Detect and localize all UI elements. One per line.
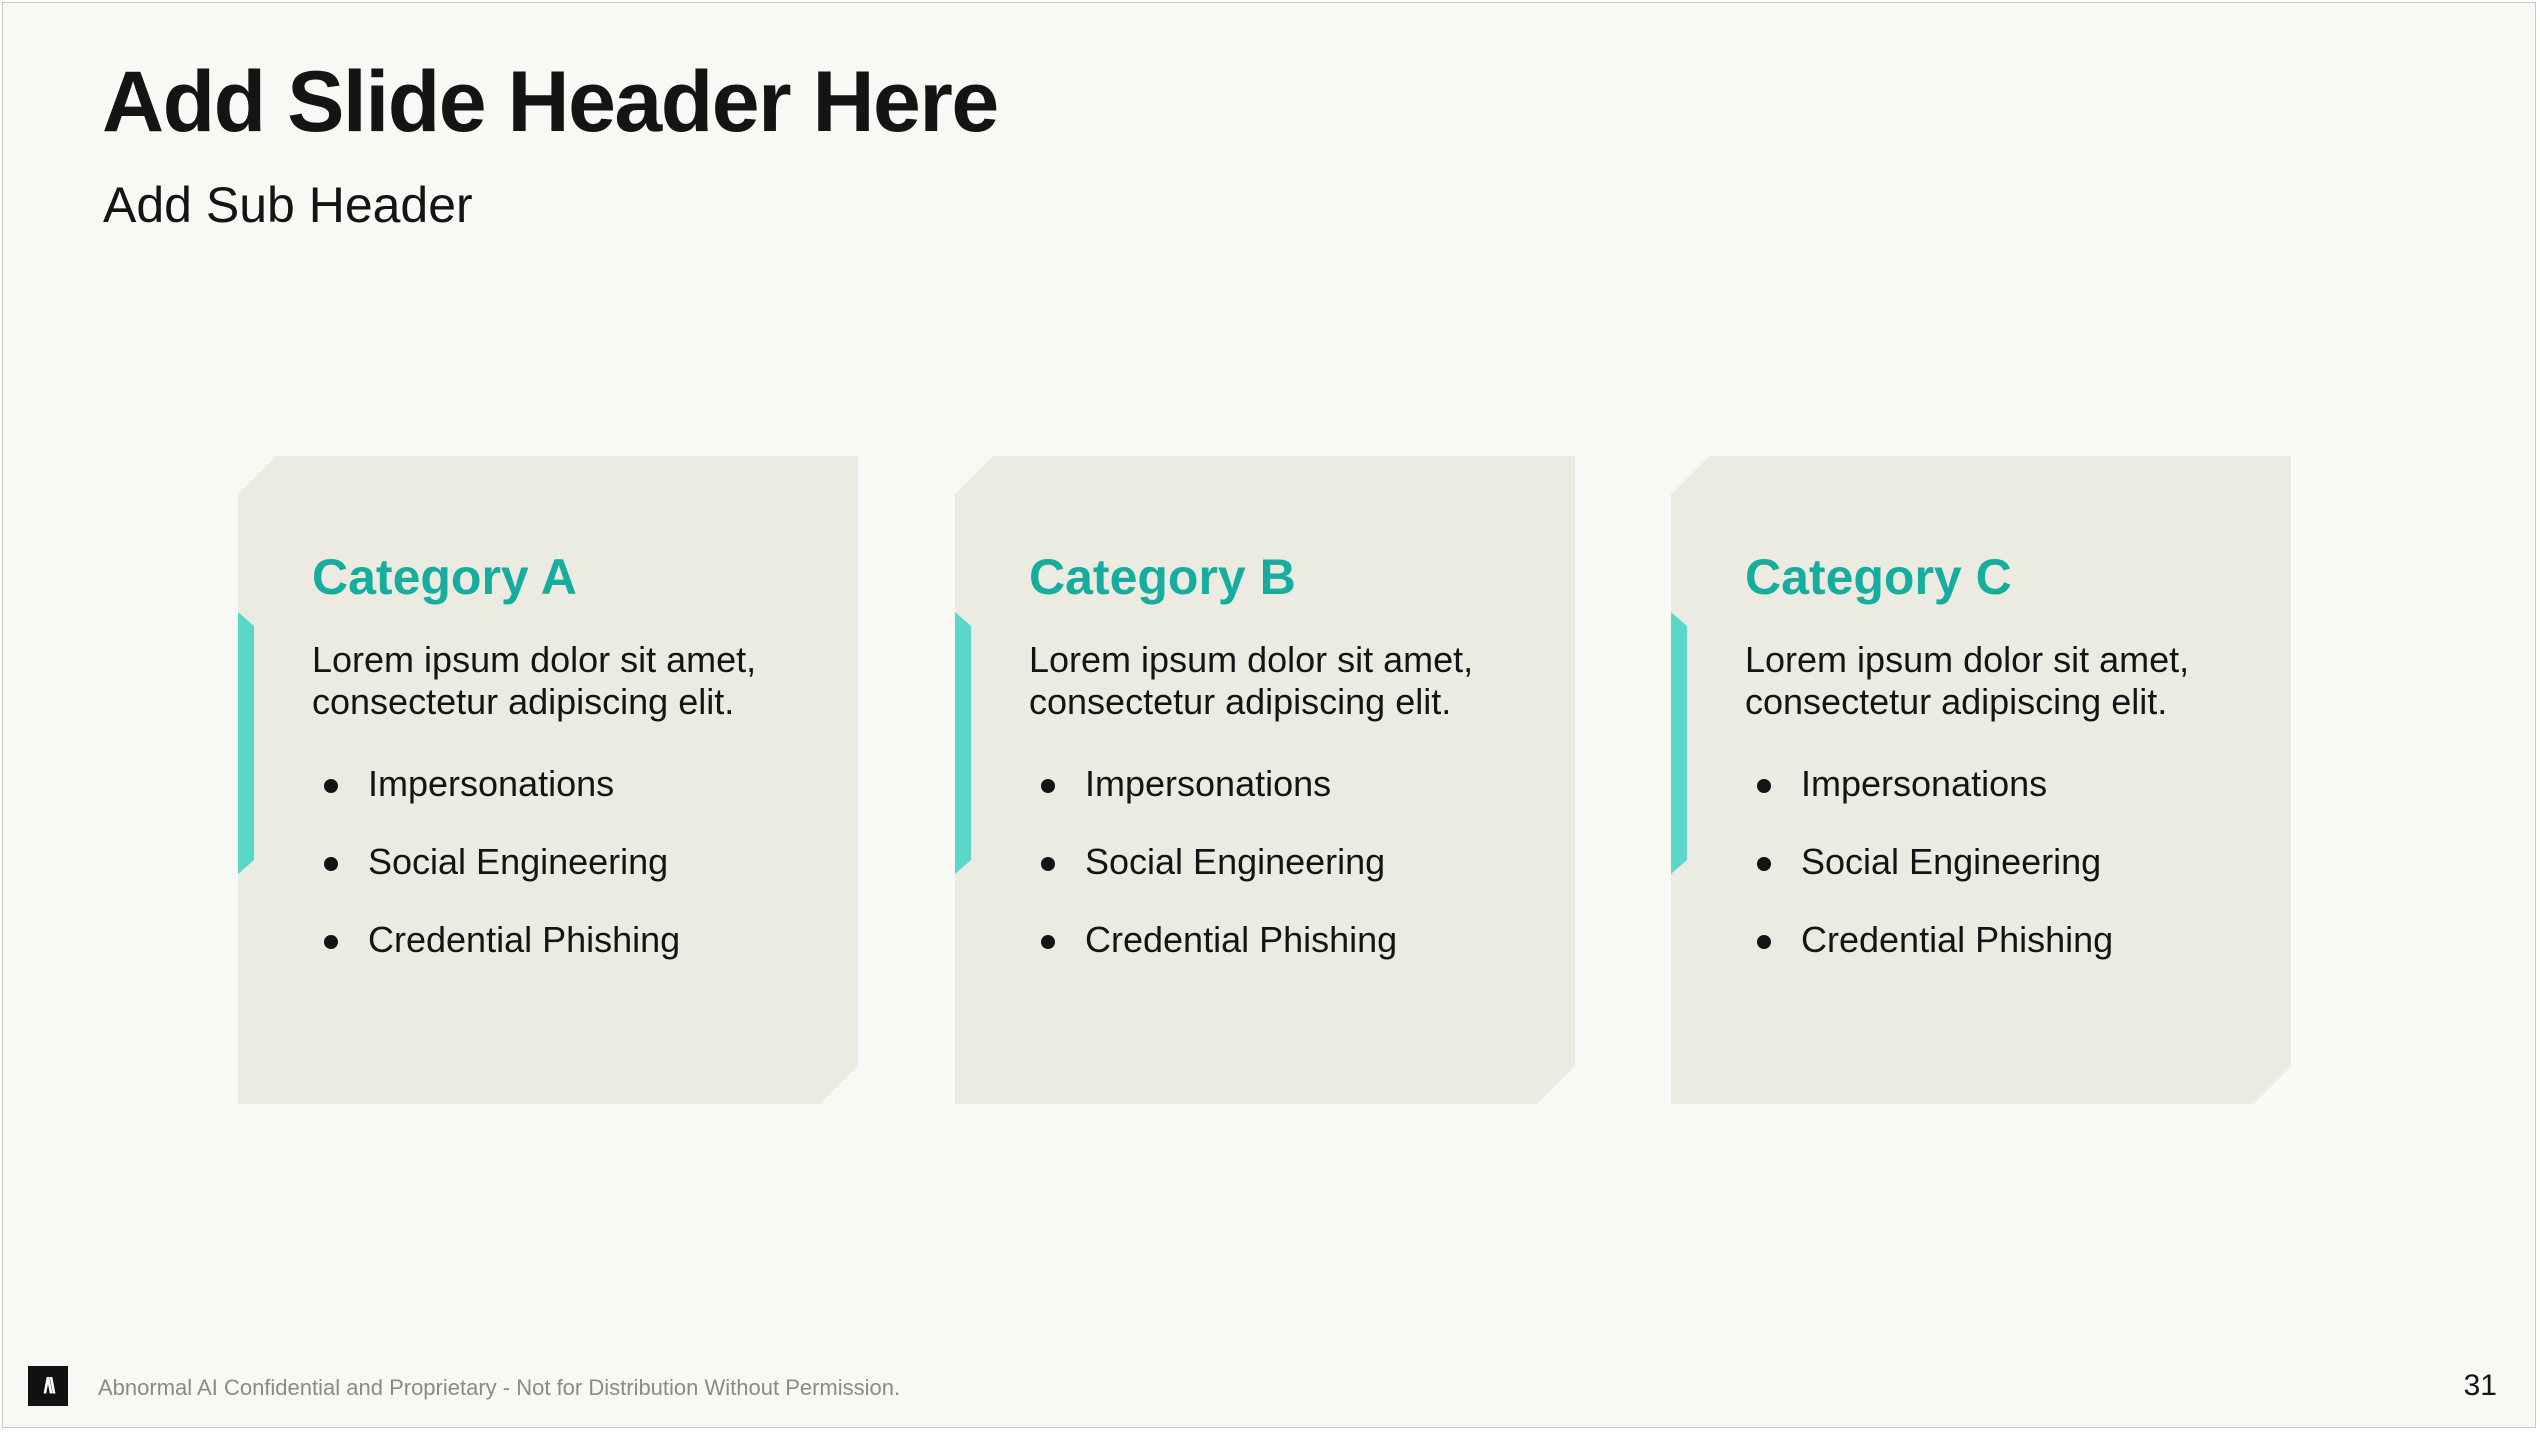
card-description: Lorem ipsum dolor sit amet, consectetur adipiscing elit.	[1745, 639, 2190, 722]
card-accent-bar	[238, 612, 254, 874]
bullet-item	[1745, 763, 2261, 805]
bullet-dot-icon	[1757, 779, 1771, 793]
category-card-a	[238, 456, 858, 1104]
card-body	[1029, 550, 1545, 997]
bullet-text: Impersonations	[1085, 763, 1332, 804]
bullet-text: Credential Phishing	[1801, 919, 2114, 960]
bullet-dot-icon	[1757, 857, 1771, 871]
bullet-text: Impersonations	[1801, 763, 2048, 804]
bullet-text: Social Engineering	[368, 841, 669, 882]
bullet-item	[312, 763, 828, 805]
bullet-item	[312, 841, 828, 883]
bullet-text: Impersonations	[368, 763, 615, 804]
bullet-text: Credential Phishing	[368, 919, 681, 960]
bullet-list	[1029, 763, 1545, 961]
slide-title: Add Slide Header Here	[102, 54, 998, 150]
bullet-item	[312, 919, 828, 961]
card-body	[312, 550, 828, 997]
card-description: Lorem ipsum dolor sit amet, consectetur adipiscing elit.	[312, 639, 757, 722]
slide	[2, 2, 2536, 1428]
bullet-item	[1745, 919, 2261, 961]
bullet-dot-icon	[1757, 935, 1771, 949]
bullet-text: Credential Phishing	[1085, 919, 1398, 960]
logo-mark: /\\	[43, 1373, 53, 1398]
bullet-item	[1745, 841, 2261, 883]
card-title: Category C	[1745, 549, 2012, 605]
bullet-text: Social Engineering	[1801, 841, 2102, 882]
bullet-list	[1745, 763, 2261, 961]
card-body	[1745, 550, 2261, 997]
page-number: 31	[2463, 1369, 2497, 1402]
abnormal-logo-icon	[28, 1366, 68, 1406]
bullet-dot-icon	[324, 935, 338, 949]
card-accent-bar	[1671, 612, 1687, 874]
bullet-dot-icon	[1041, 857, 1055, 871]
bullet-dot-icon	[324, 779, 338, 793]
card-title: Category B	[1029, 549, 1296, 605]
category-card-b	[955, 456, 1575, 1104]
card-description: Lorem ipsum dolor sit amet, consectetur adipiscing elit.	[1029, 639, 1474, 722]
category-card-c	[1671, 456, 2291, 1104]
bullet-item	[1029, 919, 1545, 961]
card-accent-bar	[955, 612, 971, 874]
bullet-dot-icon	[1041, 935, 1055, 949]
bullet-list	[312, 763, 828, 961]
bullet-item	[1029, 841, 1545, 883]
bullet-dot-icon	[324, 857, 338, 871]
bullet-item	[1029, 763, 1545, 805]
card-title: Category A	[312, 549, 577, 605]
slide-subtitle: Add Sub Header	[103, 177, 473, 233]
footer-disclaimer: Abnormal AI Confidential and Proprietary - Not for Distribution Without Permission.	[98, 1375, 901, 1400]
bullet-dot-icon	[1041, 779, 1055, 793]
bullet-text: Social Engineering	[1085, 841, 1386, 882]
